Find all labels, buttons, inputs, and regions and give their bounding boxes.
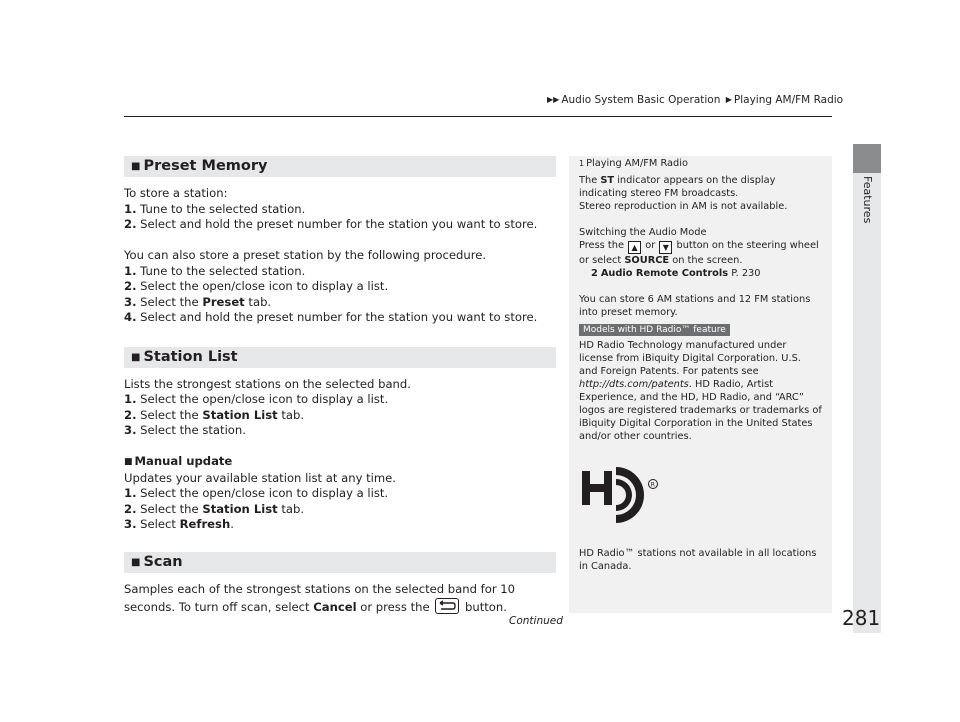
section-heading-station-list: ■ Station List (124, 347, 556, 368)
square-bullet-icon: ■ (131, 351, 141, 363)
breadcrumb-part-2: Playing AM/FM Radio (733, 94, 844, 106)
side-tab-marker (853, 144, 881, 173)
note-paragraph-st: The ST indicator appears on the display indicating stereo FM broadcasts. (579, 175, 776, 199)
note-marker-icon: 1 (579, 159, 585, 168)
model-badge: Models with HD Radio™ feature (579, 324, 730, 336)
scan-description: Samples each of the strongest stations on the selected band for 10 seconds. To turn off scan, select Cancel or press the button. (124, 581, 516, 614)
preset-step: 2. Select and hold the preset number for the station you want to store. (124, 217, 538, 231)
header-rule (124, 116, 832, 117)
note-title: 1 Playing AM/FM Radio (579, 158, 688, 169)
note-paragraph-preset-count: You can store 6 AM stations and 12 FM stations into preset memory. (579, 294, 811, 318)
main-content (124, 156, 556, 616)
preset-step: 1. Tune to the selected station. (124, 201, 306, 216)
station-list-step: 3. Select the station. (124, 423, 246, 437)
hd-radio-logo-icon (580, 457, 660, 531)
manual-update-step: 1. Select the open/close icon to display a list. (124, 486, 389, 500)
arrow-up-button-icon: ▲ (628, 241, 641, 254)
breadcrumb-arrow-icon: ▶ (725, 95, 732, 104)
section-heading-scan: ■ Scan (124, 552, 556, 573)
note-paragraph-hd-canada: HD Radio™ stations not available in all locations in Canada. (579, 548, 817, 572)
arrow-down-button-icon: ▼ (659, 241, 672, 254)
section-heading-preset-memory: ■ Preset Memory (124, 156, 556, 177)
preset-step: 4. Select and hold the preset number for the station you want to store. (124, 310, 538, 324)
square-bullet-icon: ■ (124, 457, 133, 467)
square-bullet-icon: ■ (131, 161, 141, 172)
square-bullet-icon: ■ (131, 556, 141, 568)
back-button-icon (435, 598, 459, 614)
svg-text:R: R (650, 481, 655, 489)
page-number: 281 (842, 606, 881, 630)
preset-intro-2: You can also store a preset station by the following procedure. (124, 248, 487, 262)
note-paragraph-am: Stereo reproduction in AM is not available. (579, 201, 788, 212)
preset-step: 2. Select the open/close icon to display a list. (124, 279, 389, 293)
hd-logo-label: HD (580, 457, 582, 458)
manual-update-heading: ■ Manual update (124, 454, 233, 468)
station-list-intro: Lists the strongest stations on the selected band. (124, 376, 411, 391)
manual-update-step: 2. Select the Station List tab. (124, 501, 305, 516)
station-list-step: 1. Select the open/close icon to display a list. (124, 392, 389, 406)
note-subtitle-audio-mode: Switching the Audio Mode (579, 227, 707, 238)
breadcrumb-part-1: Audio System Basic Operation (561, 94, 721, 106)
note-reference-link[interactable]: 2 Audio Remote Controls P. 230 (591, 268, 761, 279)
breadcrumb-arrow-icon: ▶▶ (547, 95, 560, 104)
reference-arrow-icon: 2 (591, 268, 598, 279)
side-tab-strip (853, 173, 881, 633)
manual-update-intro: Updates your available station list at any time. (124, 470, 396, 485)
station-list-step: 2. Select the Station List tab. (124, 407, 305, 422)
preset-step: 3. Select the Preset tab. (124, 294, 272, 309)
side-tab-label: Features (861, 176, 874, 224)
preset-intro: To store a station: (124, 186, 228, 200)
note-paragraph-hd-license: HD Radio Technology manufactured under license from iBiquity Digital Corporation. U.S. and Foreign Patents. For patents see http://dts.com/patents. HD Radio, Artist Experience, and the HD, HD Radio, and “ARC” logos are registered trademarks or trademarks of iBiquity Digital Corporation in the United States and/or other countries. (579, 340, 822, 442)
note-paragraph-audio-mode: Press the ▲ or ▼ button on the steering wheel or select SOURCE on the screen. (579, 240, 819, 266)
breadcrumb (545, 94, 843, 106)
continued-label: Continued (509, 615, 563, 627)
preset-step: 1. Tune to the selected station. (124, 263, 306, 278)
manual-update-step: 3. Select Refresh. (124, 517, 234, 531)
